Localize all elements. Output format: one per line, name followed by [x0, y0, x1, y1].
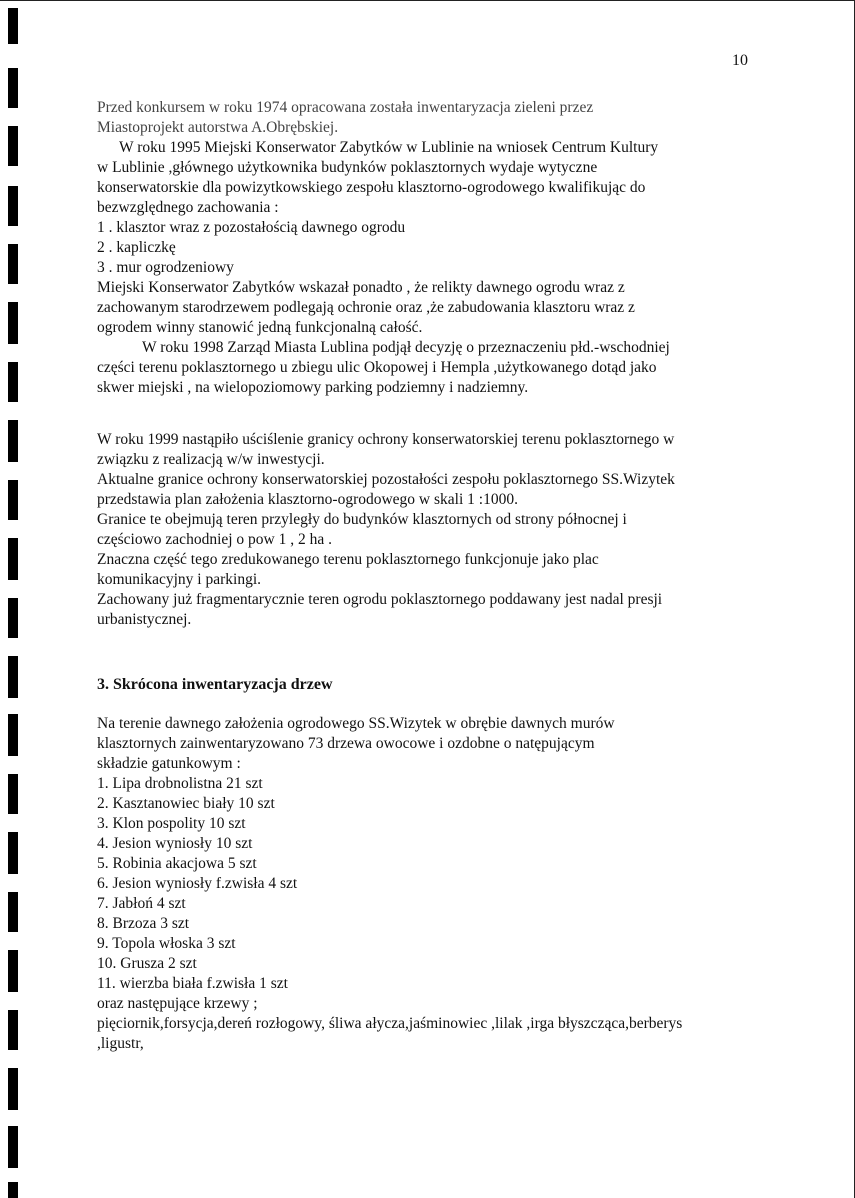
binding-hole-mark: [8, 8, 18, 44]
text-line: Miejski Konserwator Zabytków wskazał ponadto , że relikty dawnego ogrodu wraz z: [97, 279, 625, 296]
binding-hole-mark: [8, 186, 18, 226]
text-line: Aktualne granice ochrony konserwatorskiej pozostałości zespołu poklasztornego SS.Wizytek: [97, 471, 675, 488]
binding-hole-mark: [8, 1182, 18, 1198]
text-line: ogrodem winny stanowić jedną funkcjonalną całość.: [97, 319, 423, 336]
text-line: konserwatorskie dla powizytkowskiego zespołu klasztorno-ogrodowego kwalifikując do: [97, 179, 646, 196]
text-line: W roku 1999 nastąpiło uściślenie granicy ochrony konserwatorskiej terenu poklasztornego w: [97, 431, 675, 448]
binding-hole-mark: [8, 480, 18, 520]
binding-hole-mark: [8, 1126, 18, 1168]
text-line: pięciornik,forsycja,dereń rozłogowy, śliwa ałycza,jaśminowiec ,lilak ,irga błyszcząca,berberys: [97, 1015, 683, 1032]
list-item: 3. Klon pospolity 10 szt: [97, 815, 246, 832]
list-item: 8. Brzoza 3 szt: [97, 915, 190, 932]
binding-hole-mark: [8, 892, 18, 932]
text-line: przedstawia plan założenia klasztorno-ogrodowego w skali 1 :1000.: [97, 491, 518, 508]
binding-hole-mark: [8, 538, 18, 580]
list-item: 4. Jesion wyniosły 10 szt: [97, 835, 253, 852]
page-number: 10: [732, 52, 748, 69]
text-line: komunikacyjny i parkingi.: [97, 571, 262, 588]
binding-hole-mark: [8, 244, 18, 284]
text-line: Granice te obejmują teren przyległy do budynków klasztornych od strony północnej i: [97, 511, 627, 528]
text-line: 3 . mur ogrodzeniowy: [97, 259, 234, 276]
binding-hole-mark: [8, 950, 18, 992]
list-item: 9. Topola włoska 3 szt: [97, 935, 236, 952]
text-line: częściowo zachodniej o pow 1 , 2 ha .: [97, 531, 333, 548]
list-item: 6. Jesion wyniosły f.zwisła 4 szt: [97, 875, 298, 892]
list-item: 11. wierzba biała f.zwisła 1 szt: [97, 975, 288, 992]
binding-hole-mark: [8, 774, 18, 814]
binding-hole-mark: [8, 656, 18, 698]
binding-hole-mark: [8, 598, 18, 638]
text-line: zachowanym starodrzewem podlegają ochronie oraz ,że zabudowania klasztoru wraz z: [97, 299, 635, 316]
text-line: części terenu poklasztornego u zbiegu ulic Okopowej i Hempla ,użytkowanego dotąd jako: [97, 359, 657, 376]
text-line: klasztornych zainwentaryzowano 73 drzewa owocowe i ozdobne o natępującym: [97, 735, 595, 752]
section-conservation-history: [97, 98, 757, 398]
binding-hole-mark: [8, 832, 18, 874]
binding-hole-mark: [8, 302, 18, 344]
list-item: 10. Grusza 2 szt: [97, 955, 197, 972]
text-line: Zachowany już fragmentarycznie teren ogrodu poklasztornego poddawany jest nadal presji: [97, 591, 663, 608]
section-tree-inventory: [97, 714, 757, 1054]
binding-hole-mark: [8, 362, 18, 402]
text-line: składzie gatunkowym :: [97, 755, 241, 772]
list-item: 2. Kasztanowiec biały 10 szt: [97, 795, 275, 812]
text-line: urbanistycznej.: [97, 611, 192, 628]
text-line: 1 . klasztor wraz z pozostałością dawnego ogrodu: [97, 219, 406, 236]
section-protection-boundaries: [97, 430, 757, 630]
text-line: bezwzględnego zachowania :: [97, 199, 279, 216]
binding-hole-mark: [8, 68, 18, 108]
list-item: 1. Lipa drobnolistna 21 szt: [97, 775, 263, 792]
binding-hole-mark: [8, 1010, 18, 1050]
binding-hole-mark: [8, 126, 18, 166]
text-line: 2 . kapliczkę: [97, 239, 176, 256]
text-line: Miastoprojekt autorstwa A.Obrębskiej.: [97, 119, 339, 136]
binding-hole-mark: [8, 714, 18, 756]
text-line: Znaczna część tego zredukowanego terenu poklasztornego funkcjonuje jako plac: [97, 551, 599, 568]
text-line: w Lublinie ,głównego użytkownika budynków poklasztornych wydaje wytyczne: [97, 159, 598, 176]
text-line: ,ligustr,: [97, 1035, 144, 1052]
text-line: W roku 1998 Zarząd Miasta Lublina podjął decyzję o przeznaczeniu płd.-wschodniej: [142, 339, 670, 356]
text-line: oraz następujące krzewy ;: [97, 995, 258, 1012]
list-item: 7. Jabłoń 4 szt: [97, 895, 186, 912]
text-line: W roku 1995 Miejski Konserwator Zabytków w Lublinie na wniosek Centrum Kultury: [119, 139, 659, 156]
text-line: Przed konkursem w roku 1974 opracowana została inwentaryzacja zieleni przez: [97, 99, 594, 116]
list-item: 5. Robinia akacjowa 5 szt: [97, 855, 257, 872]
binding-hole-mark: [8, 1068, 18, 1110]
page-border-top: [0, 0, 855, 1]
binding-hole-mark: [8, 420, 18, 462]
text-line: związku z realizacją w/w inwestycji.: [97, 451, 325, 468]
section-heading: 3. Skrócona inwentaryzacja drzew: [97, 676, 333, 693]
text-line: skwer miejski , na wielopoziomowy parking podziemny i nadziemny.: [97, 379, 529, 396]
text-line: Na terenie dawnego założenia ogrodowego SS.Wizytek w obrębie dawnych murów: [97, 715, 615, 732]
